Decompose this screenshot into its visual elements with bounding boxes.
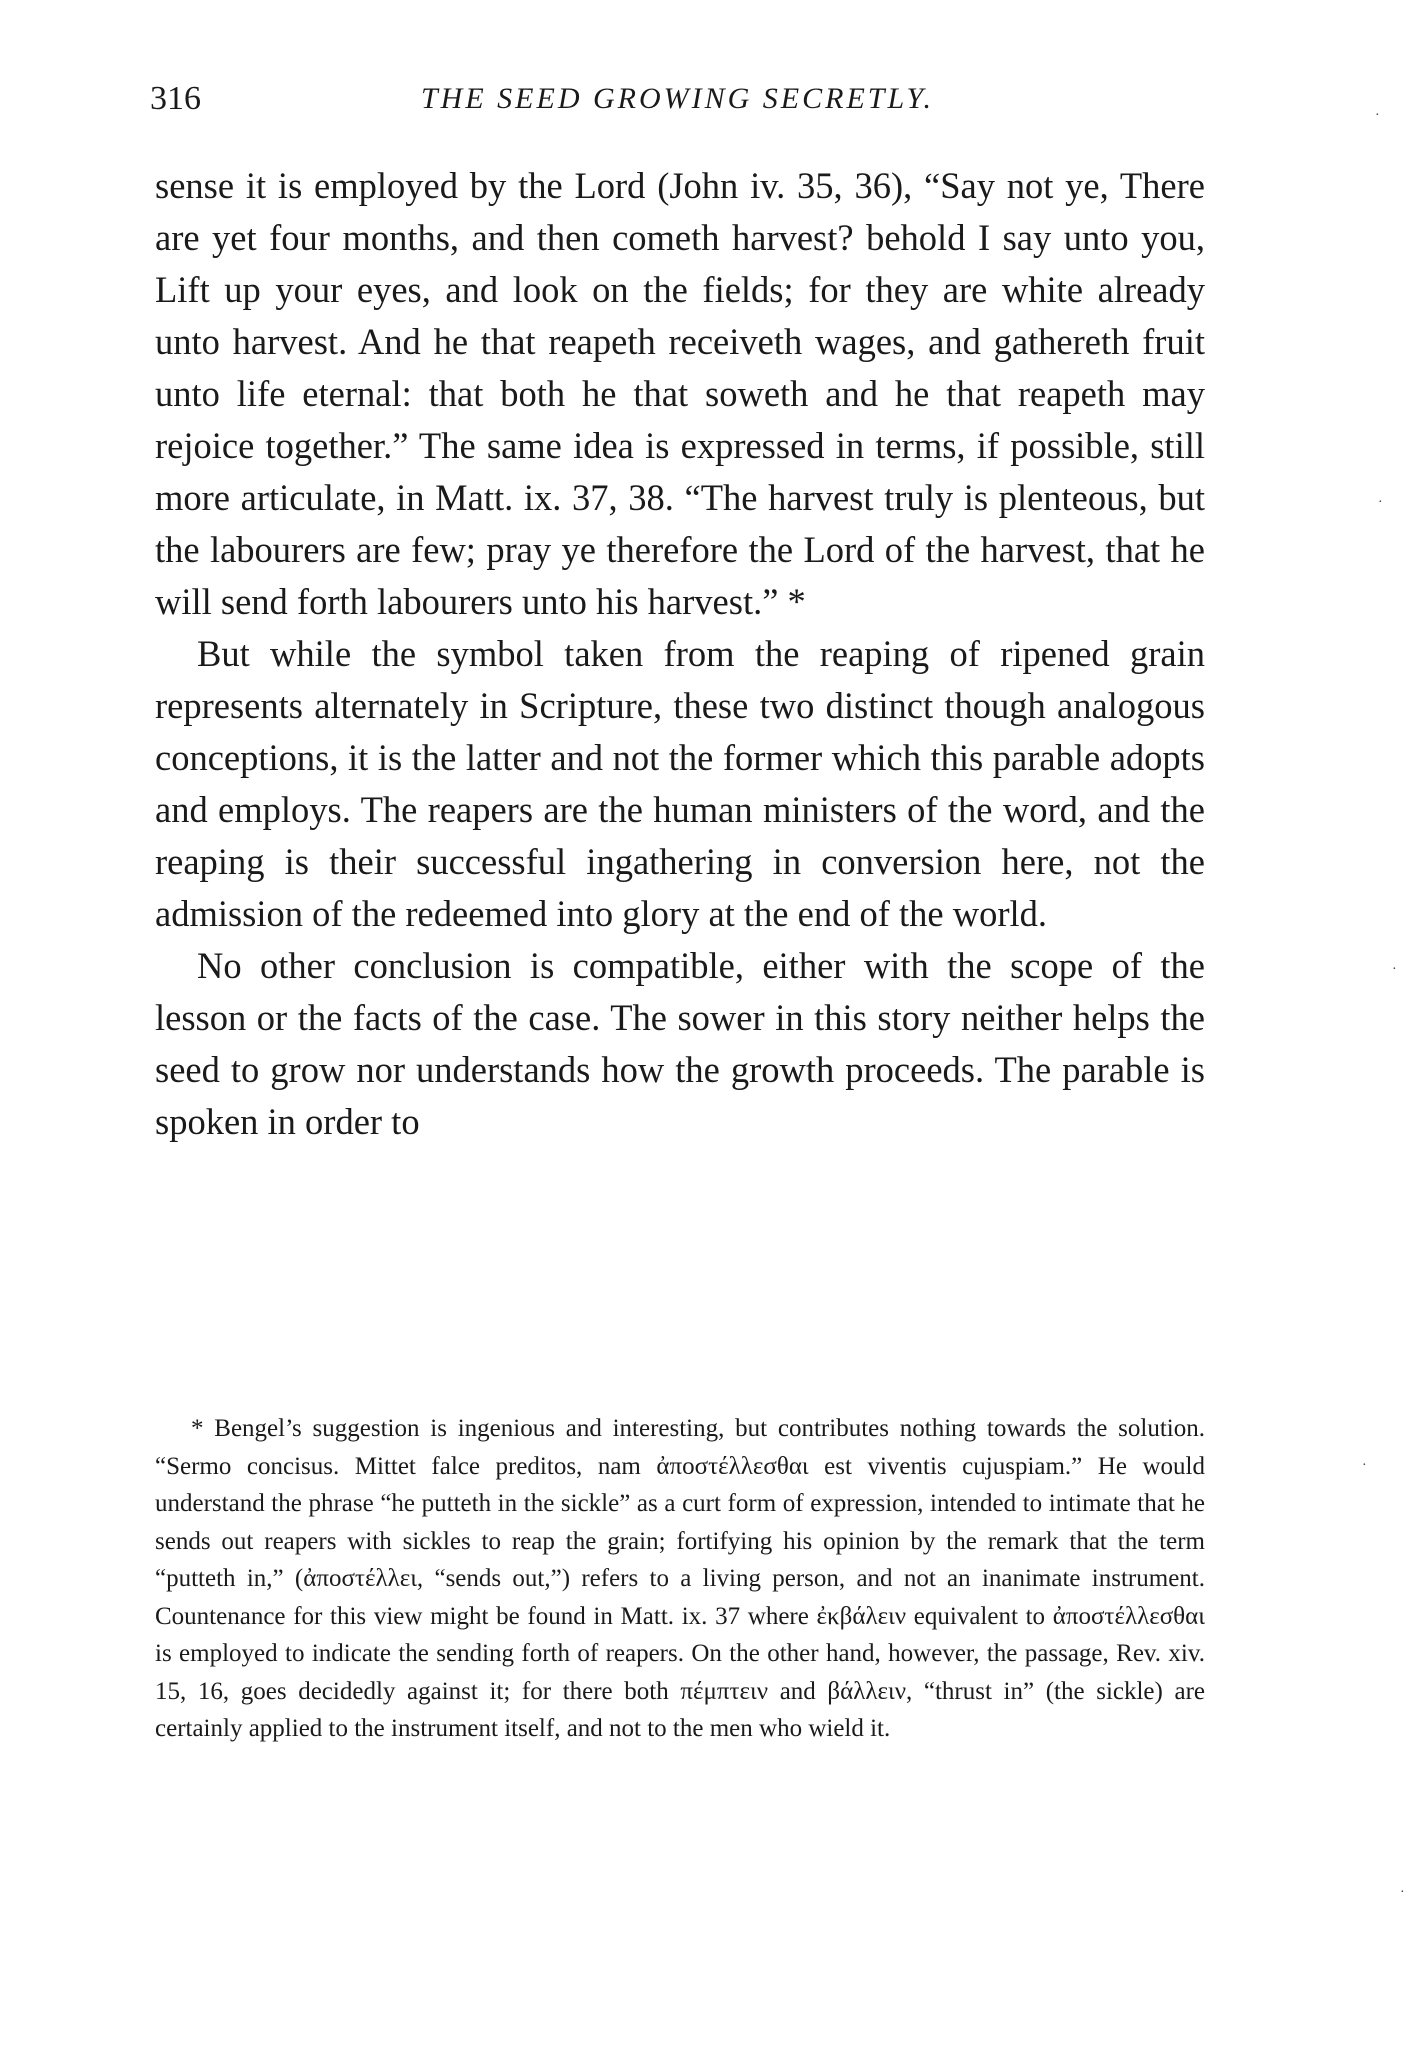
page-number: 316 [150,80,201,117]
running-head: THE SEED GROWING SECRETLY. [421,82,934,115]
speck-mark: · [1375,108,1380,123]
footnote-text: * Bengel’s suggestion is ingenious and interesting, but contributes nothing towards the solution. “Sermo concisus. Mittet falce preditos, nam ἀποστέλλεσθαι est viventis cujuspiam.” He would understand the phrase “he putteth in the sickle” as a curt form of expression, intended to intimate that he sends out reapers with sickles to reap the grain; fortifying his opinion by the remark that the term “putteth in,” (ἀποστέλλει, “sends out,”) refers to a living person, and not an inanimate instrument. Countenance for this view might be found in Matt. ix. 37 where ἐκβάλειν equivalent to ἀποστέλλεσθαι is employed to indicate the sending forth of reapers. On the other hand, however, the passage, Rev. xiv. 15, 16, goes decidedly against it; for there both πέμπτειν and βάλλειν, “thrust in” (the sickle) are certainly applied to the instrument itself, and not to the men who wield it. [155,1415,1205,1742]
speck-mark: · [1362,1458,1367,1473]
speck-mark: · [1400,1885,1405,1900]
footnote [155,1410,1205,1748]
paragraph-3: No other conclusion is compatible, either with the scope of the lesson or the facts of the case. The sower in this story neither helps the seed to grow nor understands how the growth proceeds. The parable is spoken in order to [155,945,1205,1142]
page-header [150,80,1205,130]
speck-mark: · [1378,495,1383,510]
speck-mark: · [1392,962,1397,977]
main-text [155,160,1205,1148]
paragraph-1: sense it is employed by the Lord (John iv. 35, 36), “Say not ye, There are yet four months, and then cometh harvest? behold I say unto you, Lift up your eyes, and look on the fields; for they are white already unto harvest. And he that reapeth receiveth wages, and gathereth fruit unto life eternal: that both he that soweth and he that reapeth may rejoice together.” The same idea is expressed in terms, if possible, still more articulate, in Matt. ix. 37, 38. “The harvest truly is plenteous, but the labourers are few; pray ye therefore the Lord of the harvest, that he will send forth labourers unto his harvest.” * [155,165,1205,622]
paragraph-2: But while the symbol taken from the reaping of ripened grain represents alternately in Scripture, these two distinct though analogous conceptions, it is the latter and not the former which this parable adopts and employs. The reapers are the human ministers of the word, and the reaping is their successful ingathering in conversion here, not the admission of the redeemed into glory at the end of the world. [155,633,1205,934]
